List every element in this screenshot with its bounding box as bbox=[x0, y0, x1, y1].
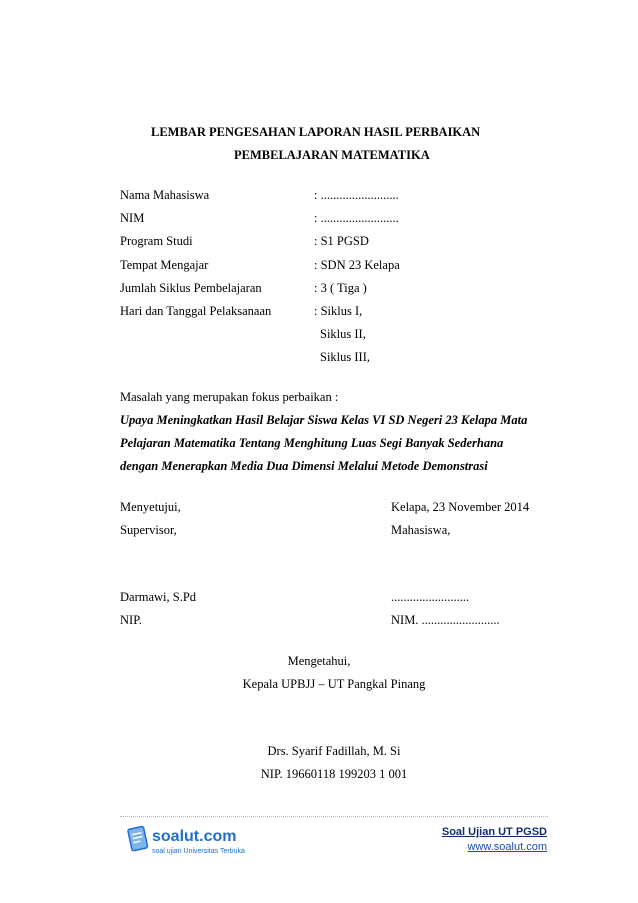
field-value-hari: : Siklus I, bbox=[314, 304, 363, 318]
field-value-tempat: : SDN 23 Kelapa bbox=[314, 258, 400, 272]
field-value-nama: : ......................... bbox=[314, 188, 399, 202]
field-value-jumlah: : 3 ( Tiga ) bbox=[314, 281, 367, 295]
left-sign-line1: Menyetujui, bbox=[120, 500, 181, 514]
center-sign-id: NIP. 19660118 199203 1 001 bbox=[260, 767, 408, 781]
field-value-nim: : ......................... bbox=[314, 211, 399, 225]
field-value-prodi: : S1 PGSD bbox=[314, 234, 369, 248]
soalut-logo-graphic bbox=[124, 823, 274, 857]
right-sign-id: NIM. ......................... bbox=[391, 613, 500, 627]
masalah-line-2: Pelajaran Matematika Tentang Menghitung Luas Segi Banyak Sederhana bbox=[120, 436, 504, 450]
right-sign-line2: Mahasiswa, bbox=[391, 523, 451, 537]
footer-separator bbox=[120, 816, 548, 817]
footer-title: Soal Ujian UT PGSD bbox=[441, 826, 547, 838]
field-label-tempat: Tempat Mengajar bbox=[120, 258, 209, 272]
masalah-label: Masalah yang merupakan fokus perbaikan : bbox=[120, 390, 339, 404]
masalah-line-3: dengan Menerapkan Media Dua Dimensi Melalui Metode Demonstrasi bbox=[120, 459, 488, 473]
doc-title-line1: LEMBAR PENGESAHAN LAPORAN HASIL PERBAIKAN bbox=[151, 125, 481, 139]
center-sign-line1: Mengetahui, bbox=[287, 654, 351, 668]
left-sign-id: NIP. bbox=[120, 613, 142, 627]
field-label-prodi: Program Studi bbox=[120, 234, 193, 248]
field-label-jumlah: Jumlah Siklus Pembelajaran bbox=[120, 281, 262, 295]
field-label-nama: Nama Mahasiswa bbox=[120, 188, 210, 202]
logo-tagline: soal ujian Universitas Terbuka bbox=[152, 848, 245, 855]
left-sign-line2: Supervisor, bbox=[120, 523, 177, 537]
center-sign-line2: Kepala UPBJJ – UT Pangkal Pinang bbox=[242, 677, 426, 691]
field-label-nim: NIM bbox=[120, 211, 145, 225]
masalah-line-1: Upaya Meningkatkan Hasil Belajar Siswa Kelas VI SD Negeri 23 Kelapa Mata bbox=[120, 413, 528, 427]
siklus-ii: Siklus II, bbox=[320, 327, 366, 341]
center-sign-name: Drs. Syarif Fadillah, M. Si bbox=[267, 744, 401, 758]
siklus-iii: Siklus III, bbox=[320, 350, 370, 364]
left-sign-name: Darmawi, S.Pd bbox=[120, 590, 197, 604]
field-label-hari: Hari dan Tanggal Pelaksanaan bbox=[120, 304, 272, 318]
right-sign-line1: Kelapa, 23 November 2014 bbox=[391, 500, 530, 514]
footer-link[interactable]: www.soalut.com bbox=[467, 841, 547, 853]
logo-text: soalut.com bbox=[152, 828, 237, 845]
doc-title-line2: PEMBELAJARAN MATEMATIKA bbox=[234, 148, 430, 162]
right-sign-name: ......................... bbox=[391, 590, 470, 604]
soalut-logo[interactable] bbox=[124, 823, 274, 857]
